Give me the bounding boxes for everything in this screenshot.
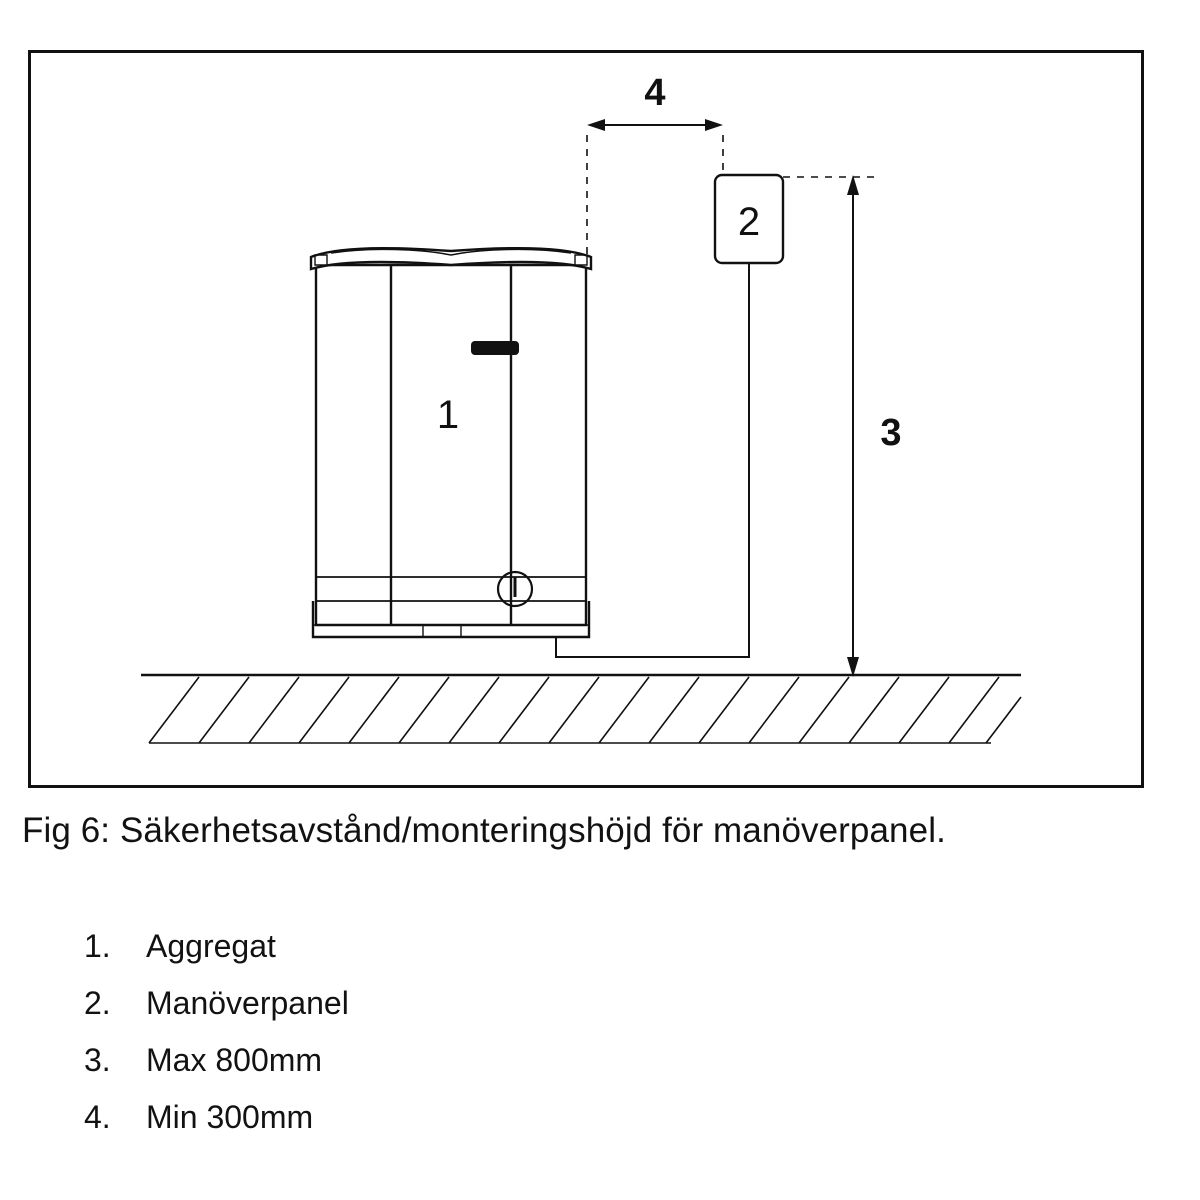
- figure-frame: [28, 50, 1144, 788]
- callout-heater-label: 1: [436, 393, 460, 437]
- legend-label: Aggregat: [146, 928, 276, 964]
- dimension-horizontal: [587, 119, 723, 259]
- hatched-floor-icon: [141, 675, 1021, 743]
- list-item: [70, 985, 970, 1042]
- legend-number: 1.: [84, 928, 111, 964]
- legend-label: Min 300mm: [146, 1099, 314, 1135]
- list-item: [70, 1042, 970, 1099]
- sauna-heater-icon: [311, 248, 591, 637]
- figure-caption: Fig 6: Säkerhetsavstånd/monteringshöjd för manöverpanel.: [22, 811, 946, 850]
- legend-number: 3.: [84, 1042, 111, 1078]
- callout-vertical-label: 3: [880, 412, 902, 454]
- legend-number: 4.: [84, 1099, 111, 1135]
- legend-number: 2.: [84, 985, 111, 1021]
- legend-label: Max 800mm: [146, 1042, 323, 1078]
- dimension-vertical: [783, 175, 879, 677]
- callout-panel-label: 2: [737, 200, 761, 244]
- legend-list: [70, 928, 970, 1156]
- list-item: [70, 1099, 970, 1156]
- list-item: [70, 928, 970, 985]
- figure-drawing: [31, 53, 1141, 785]
- legend-label: Manöverpanel: [146, 985, 349, 1021]
- callout-horizontal-label: 4: [644, 72, 666, 114]
